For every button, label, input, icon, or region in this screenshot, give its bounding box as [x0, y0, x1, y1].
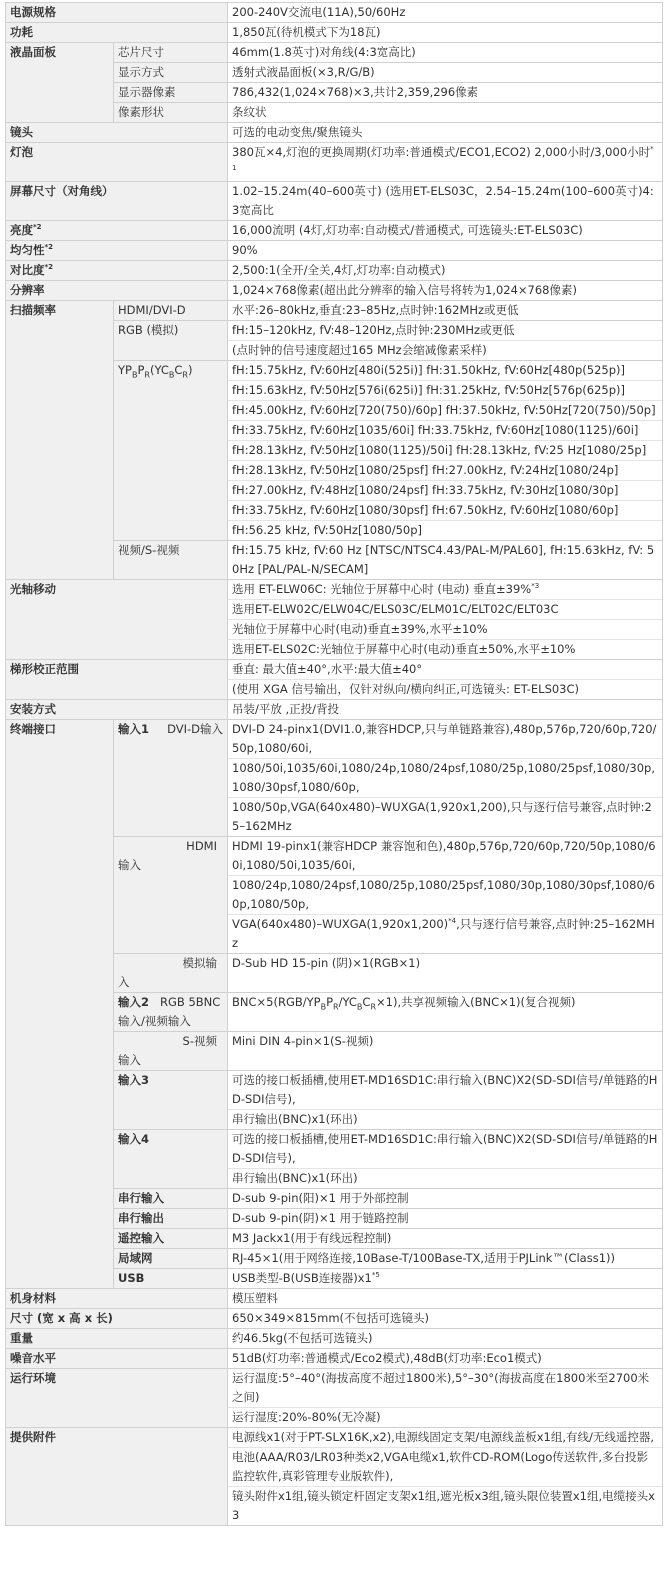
label: 尺寸 (宽 x 高 x 长): [6, 1309, 228, 1329]
t: VGA(640x480)–WUXGA(1,920x1,200): [232, 917, 449, 931]
line: fH:15.63kHz, fV:50Hz[576i(625i)] fH:31.25kHz, fV:50Hz[576p(625p)]: [228, 380, 662, 400]
value: 可选的电动变焦/聚焦镜头: [228, 123, 663, 143]
value: 200-240V交流电(11A),50/60Hz: [228, 3, 663, 23]
label: [6, 221, 228, 241]
row-material: [6, 1289, 663, 1309]
sublabel: 像素形状: [114, 103, 228, 123]
value: [228, 143, 663, 182]
line: 选用ET-ELW02C/ELW04C/ELS03C/ELM01C/ELT02C/ELT03C: [228, 599, 662, 619]
note: *2: [44, 243, 54, 252]
label: 提供附件: [6, 1428, 228, 1526]
value: D-sub 9-pin(阳)×1 用于外部控制: [228, 1189, 663, 1209]
row-installation: [6, 700, 663, 720]
line: 垂直: 最大值±40°,水平:最大值±40°: [232, 662, 423, 676]
sublabel: 输入4: [114, 1130, 228, 1189]
t: B: [131, 370, 138, 380]
t: B: [168, 370, 175, 380]
line: [228, 914, 662, 953]
row-keystone: [6, 660, 663, 700]
t: HDMI: [186, 839, 217, 853]
line: 电池(AAA/R03/LR03种类x2,VGA电缆x1,软件CD-ROM(Logo传送软件,多台投影监控软件,真彩管理专业版软件),: [228, 1447, 662, 1486]
value: 模压塑料: [228, 1289, 663, 1309]
row-lens: [6, 123, 663, 143]
value: 786,432(1,024×768)×3,共计2,359,296像素: [228, 83, 663, 103]
value: [228, 660, 663, 700]
row-resolution: [6, 281, 663, 301]
sublabel: USB: [114, 1269, 228, 1289]
sublabel: 遥控输入: [114, 1229, 228, 1249]
sublabel: RGB (模拟): [114, 321, 228, 361]
label: 光轴移动: [6, 580, 228, 660]
label: 灯泡: [6, 143, 228, 182]
sublabel: 输入3: [114, 1071, 228, 1130]
value: 46mm(1.8英寸)对角线(4:3宽高比): [228, 43, 663, 63]
value: 透射式液晶面板(×3,R/G/B): [228, 63, 663, 83]
label: 屏幕尺寸（对角线）: [6, 182, 228, 221]
line: fH:28.13kHz, fV:50Hz[1080(1125)/50i] fH:28.13kHz, fV:25 Hz[1080/25p]: [228, 440, 662, 460]
line: fH:27.00kHz, fV:48Hz[1080/24psf] fH:33.75kHz, fV:30Hz[1080/30p]: [228, 480, 662, 500]
line: 选用ET-ELS02C:光轴位于屏幕中心时(电动)垂直±50%,水平±10%: [228, 639, 662, 659]
label: 液晶面板: [6, 43, 114, 123]
line: fH:28.13kHz, fV:50Hz[1080/25psf] fH:27.00kHz, fV:24Hz[1080/24p]: [228, 460, 662, 480]
line: 电源线x1(对于PT-SLX16K,x2),电源线固定支架/电源线盖板x1组,有线/无线遥控器,: [232, 1430, 655, 1444]
note: *2: [44, 263, 54, 272]
row-brightness: [6, 221, 663, 241]
t: S-视频: [182, 1034, 217, 1048]
t: 模拟输: [182, 956, 217, 970]
value: 1.02–15.24m(40–600英寸) (选用ET-ELS03C，2.54–15.24m(100–600英寸)4:3宽高比: [228, 182, 663, 221]
value: 约46.5kg(不包括可选镜头): [228, 1329, 663, 1349]
value: 2,500:1(全开/全关,4灯,灯功率:自动模式): [228, 261, 663, 281]
line: 运行温度:5°–40°(海拔高度不超过1800米),5°–30°(海拔高度在1800米至2700米之间): [232, 1371, 650, 1404]
line: fH:15.75kHz, fV:60Hz[480i(525i)] fH:31.50kHz, fV:60Hz[480p(525p)]: [232, 363, 625, 377]
line: fH:45.00kHz, fV:60Hz[720(750)/60p] fH:37.50kHz, fV:50Hz[720(750)/50p]: [228, 400, 662, 420]
line: fH:33.75kHz, fV:60Hz[1035/60i] fH:33.75kHz, fV:60Hz[1080(1125)/60i]: [228, 420, 662, 440]
label: 梯形校正范围: [6, 660, 228, 700]
line: fH:33.75kHz, fV:60Hz[1080/30psf] fH:67.50kHz, fV:60Hz[1080/60p]: [228, 500, 662, 520]
value: 水平:26–80kHz,垂直:23–85Hz,点时钟:162MHz或更低: [228, 301, 663, 321]
label-text: 亮度: [10, 223, 33, 237]
t: RGB: [159, 995, 185, 1009]
value: [228, 321, 663, 361]
value: 吊装/平放 ,正投/背投: [228, 700, 663, 720]
t: 输入: [118, 858, 141, 872]
value: [228, 993, 663, 1032]
row-scan-hdmi: [6, 301, 663, 321]
line: 1080/50i,1035/60i,1080/24p,1080/24psf,1080/25p,1080/25psf,1080/30p,1080/30psf,1080/60p,: [228, 758, 662, 797]
value: [228, 361, 663, 541]
label: 机身材料: [6, 1289, 228, 1309]
sublabel: [114, 993, 228, 1032]
label-text: 均匀性: [10, 243, 45, 257]
row-screen-size: [6, 182, 663, 221]
label: 电源规格: [6, 3, 228, 23]
note: *5: [371, 1271, 380, 1280]
t: R: [144, 370, 150, 380]
line: 串行输出(BNC)x1(环出): [228, 1109, 662, 1129]
row-environment: [6, 1369, 663, 1428]
row-lamp: [6, 143, 663, 182]
sublabel: [114, 837, 228, 954]
value: [228, 1269, 663, 1289]
line: fH:15–120kHz, fV:48–120Hz,点时钟:230MHz或更低: [232, 323, 515, 337]
line: HDMI 19-pinx1(兼容HDCP 兼容饱和色),480p,576p,720/60p,720/50p,1080/60i,1080/50i,1035/60i,: [232, 839, 656, 872]
t: BNC×5(RGB/YP: [232, 995, 321, 1009]
t: B: [356, 1002, 363, 1012]
line: 可选的接口板插槽,使用ET-MD16SD1C:串行输入(BNC)X2(SD-SDI信号/单链路的HD-SDI信号),: [232, 1132, 658, 1165]
t: P: [326, 995, 334, 1009]
row-lcd-chip: [6, 43, 663, 63]
value: 1,024×768像素(超出此分辨率的输入信号将转为1,024×768像素): [228, 281, 663, 301]
line: 1080/24p,1080/24psf,1080/25p,1080/25psf,1080/30p,1080/30psf,1080/60p,1080/50p,: [228, 875, 662, 914]
line: fH:56.25 kHz, fV:50Hz[1080/50p]: [228, 520, 662, 540]
t: R: [333, 1002, 339, 1012]
row-uniformity: [6, 241, 663, 261]
t: 5BNC输入/视频输入: [118, 995, 221, 1028]
line: [232, 580, 658, 599]
label-text: 对比度: [10, 263, 45, 277]
t: ,只与逐行信号兼容,点时钟:25–162MHz: [232, 917, 655, 950]
value: RJ-45×1(用于网络连接,10Base-T/100Base-TX,适用于PJLink™(Class1)): [228, 1249, 663, 1269]
t: B: [320, 1002, 327, 1012]
label: 重量: [6, 1329, 228, 1349]
value: [228, 1071, 663, 1130]
value: M3 Jackx1(用于有线远程控制): [228, 1229, 663, 1249]
t: ): [187, 363, 193, 377]
value: 650×349×815mm(不包括可选镜头): [228, 1309, 663, 1329]
row-power-consumption: [6, 23, 663, 43]
row-term-dvi: [6, 720, 663, 837]
value: D-Sub HD 15-pin (阴)×1(RGB×1): [228, 954, 663, 993]
line: 串行输出(BNC)x1(环出): [228, 1168, 662, 1188]
row-weight: [6, 1329, 663, 1349]
value: 51dB(灯功率:普通模式/Eco2模式),48dB(灯功率:Eco1模式): [228, 1349, 663, 1369]
t: USB类型-B(USB连接器)x1: [232, 1271, 372, 1285]
label: 功耗: [6, 23, 228, 43]
value: [228, 720, 663, 837]
value: 条纹状: [228, 103, 663, 123]
sublabel: 串行输入: [114, 1189, 228, 1209]
line: 光轴位于屏幕中心时(电动)垂直±39%,水平±10%: [228, 619, 662, 639]
value: [228, 1369, 663, 1428]
sublabel: [114, 361, 228, 541]
row-noise: [6, 1349, 663, 1369]
note: *2: [33, 223, 42, 232]
t: 入: [118, 975, 130, 989]
note: *1: [232, 145, 654, 173]
t: DVI-D输入: [167, 722, 223, 736]
t: C: [174, 363, 183, 377]
value: [228, 1130, 663, 1189]
t: 选用 ET-ELW06C: 光轴位于屏幕中心时 (电动) 垂直±39%: [232, 582, 532, 596]
t: ×1),共享视频输入(BNC×1)(复合视频): [376, 995, 576, 1009]
value: Mini DIN 4-pin×1(S-视频): [228, 1032, 663, 1071]
row-contrast: [6, 261, 663, 281]
label: 分辨率: [6, 281, 228, 301]
line: 运行湿度:20%-80%(无冷凝): [228, 1407, 662, 1427]
t: P: [137, 363, 145, 377]
line: (点时钟的信号速度超过165 MHz会缩减像素采样): [228, 340, 662, 360]
value: 1,850瓦(待机模式下为18瓦): [228, 23, 663, 43]
value: 90%: [228, 241, 663, 261]
t: R: [182, 370, 188, 380]
sublabel: 视频/S-视频: [114, 541, 228, 580]
row-dimensions: [6, 1309, 663, 1329]
value: 16,000流明 (4灯,灯功率:自动模式/普通模式, 可选镜头:ET-ELS03C): [228, 221, 663, 241]
t: /YC: [338, 995, 357, 1009]
label: 噪音水平: [6, 1349, 228, 1369]
sublabel: [114, 954, 228, 993]
sublabel: [114, 720, 228, 837]
t: YP: [118, 363, 132, 377]
line: 镜头附件x1组,镜头锁定杆固定支架x1组,遮光板x3组,镜头限位装置x1组,电缆接头x3: [228, 1486, 662, 1525]
label: 终端接口: [6, 720, 114, 1289]
label: 安装方式: [6, 700, 228, 720]
label: [6, 241, 228, 261]
t: 输入2: [118, 995, 150, 1009]
t: R: [370, 1002, 376, 1012]
t: C: [362, 995, 371, 1009]
value: D-sub 9-pin(阴)×1 用于链路控制: [228, 1209, 663, 1229]
sublabel: 显示方式: [114, 63, 228, 83]
lamp-text: 380瓦×4,灯泡的更换周期(灯功率:普通模式/ECO1,ECO2) 2,000小时/3,000小时: [232, 145, 651, 159]
line: 可选的接口板插槽,使用ET-MD16SD1C:串行输入(BNC)X2(SD-SDI信号/单链路的HD-SDI信号),: [232, 1073, 658, 1106]
note: *4: [448, 917, 457, 926]
value: [228, 1428, 663, 1526]
label: 镜头: [6, 123, 228, 143]
note: *3: [531, 582, 540, 591]
label: 扫描频率: [6, 301, 114, 580]
spec-table: [5, 2, 663, 1526]
t: 输入: [118, 1053, 141, 1067]
sublabel: 芯片尺寸: [114, 43, 228, 63]
sublabel: [114, 1032, 228, 1071]
t: (YC: [149, 363, 169, 377]
line: 1080/50p,VGA(640x480)–WUXGA(1,920x1,200),只与逐行信号兼容,点时钟:25–162MHz: [228, 797, 662, 836]
t: 输入1: [118, 722, 150, 736]
label: 运行环境: [6, 1369, 228, 1428]
value: [228, 837, 663, 954]
value: fH:15.75 kHz, fV:60 Hz [NTSC/NTSC4.43/PAL-M/PAL60], fH:15.63kHz, fV: 50Hz [PAL/PAL-N/SECAM]: [228, 541, 663, 580]
row-power-supply: [6, 3, 663, 23]
sublabel: 局域网: [114, 1249, 228, 1269]
sublabel: 显示器像素: [114, 83, 228, 103]
label: [6, 261, 228, 281]
row-accessories: [6, 1428, 663, 1526]
sublabel: 串行输出: [114, 1209, 228, 1229]
sublabel: HDMI/DVI-D: [114, 301, 228, 321]
line: (使用 XGA 信号输出，仅针对纵向/横向纠正,可选镜头: ET-ELS03C): [228, 679, 662, 699]
line: DVI-D 24-pinx1(DVI1.0,兼容HDCP,只与单链路兼容),480p,576p,720/60p,720/50p,1080/60i,: [232, 722, 657, 755]
row-lens-shift: [6, 580, 663, 660]
value: [228, 580, 663, 660]
